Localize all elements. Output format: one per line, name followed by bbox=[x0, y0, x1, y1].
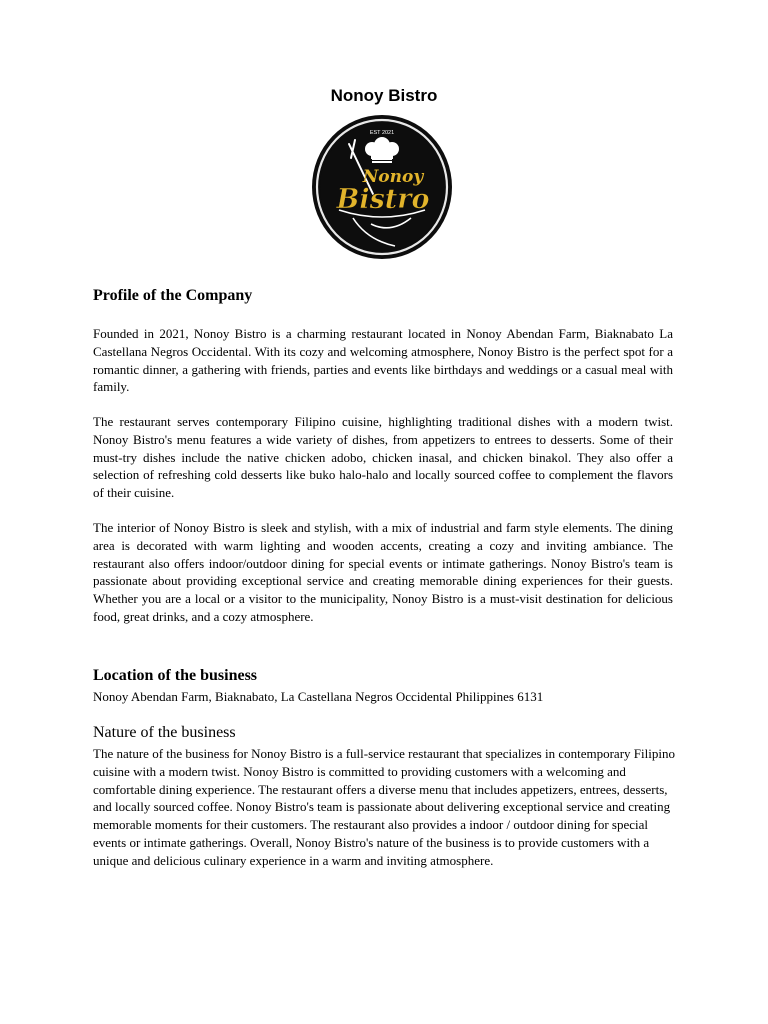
logo-word-bistro: Bistro bbox=[336, 184, 430, 215]
nonoy-bistro-logo bbox=[311, 114, 453, 260]
page-title: Nonoy Bistro bbox=[330, 86, 438, 105]
logo-word-nonoy: Nonoy bbox=[362, 167, 424, 187]
logo-graphic bbox=[311, 114, 453, 260]
nature-body: The nature of the business for Nonoy Bistro is a full-service restaurant that specializes in contemporary Filipino cuisine with a modern twist. Nonoy Bistro is committed to providing customers with a welcoming and comfortable dining experience. The restaurant offers a diverse menu that includes appetizers, entrees, desserts, and locally sourced coffee. Nonoy Bistro's team is passionate about delivering exceptional service and creating memorable moments for their customers. The restaurant also provides a indoor / outdoor dining for special events or intimate gatherings. Overall, Nonoy Bistro's nature of the business is to provide customers with a unique and delicious culinary experience in a warm and inviting atmosphere. bbox=[93, 746, 675, 868]
location-heading: Location of the business bbox=[93, 667, 258, 684]
profile-paragraph-2: The restaurant serves contemporary Filipino cuisine, highlighting traditional dishes with a modern twist. Nonoy Bistro's menu features a wide variety of dishes, from appetizers to entrees to desserts. Some of their must-try dishes include the native chicken adobo, chicken inasal, and chicken binakol. They also offer a selection of refreshing cold desserts like buko halo-halo and locally sourced coffee to complement the flavors of their cuisine. bbox=[93, 414, 673, 501]
location-address: Nonoy Abendan Farm, Biaknabato, La Castellana Negros Occidental Philippines 6131 bbox=[93, 689, 544, 704]
profile-paragraph-1: Founded in 2021, Nonoy Bistro is a charming restaurant located in Nonoy Abendan Farm, Biaknabato La Castellana Negros Occidental. With its cozy and welcoming atmosphere, Nonoy Bistro is the perfect spot for a romantic dinner, a gathering with friends, parties and events like birthdays and weddings or a casual meal with family. bbox=[93, 326, 673, 395]
logo-est-text: EST 2021 bbox=[369, 130, 395, 136]
nature-heading: Nature of the business bbox=[93, 724, 236, 741]
profile-paragraph-3: The interior of Nonoy Bistro is sleek and stylish, with a mix of industrial and farm style elements. The dining area is decorated with warm lighting and wooden accents, creating a cozy and inviting ambiance. The restaurant also offers indoor/outdoor dining for special events or intimate gatherings. Nonoy Bistro's team is passionate about providing exceptional service and creating memorable dining experiences for their guests. Whether you are a local or a visitor to the municipality, Nonoy Bistro is a must-visit destination for delicious food, great drinks, and a cozy atmosphere. bbox=[93, 520, 673, 624]
profile-heading: Profile of the Company bbox=[93, 287, 253, 304]
